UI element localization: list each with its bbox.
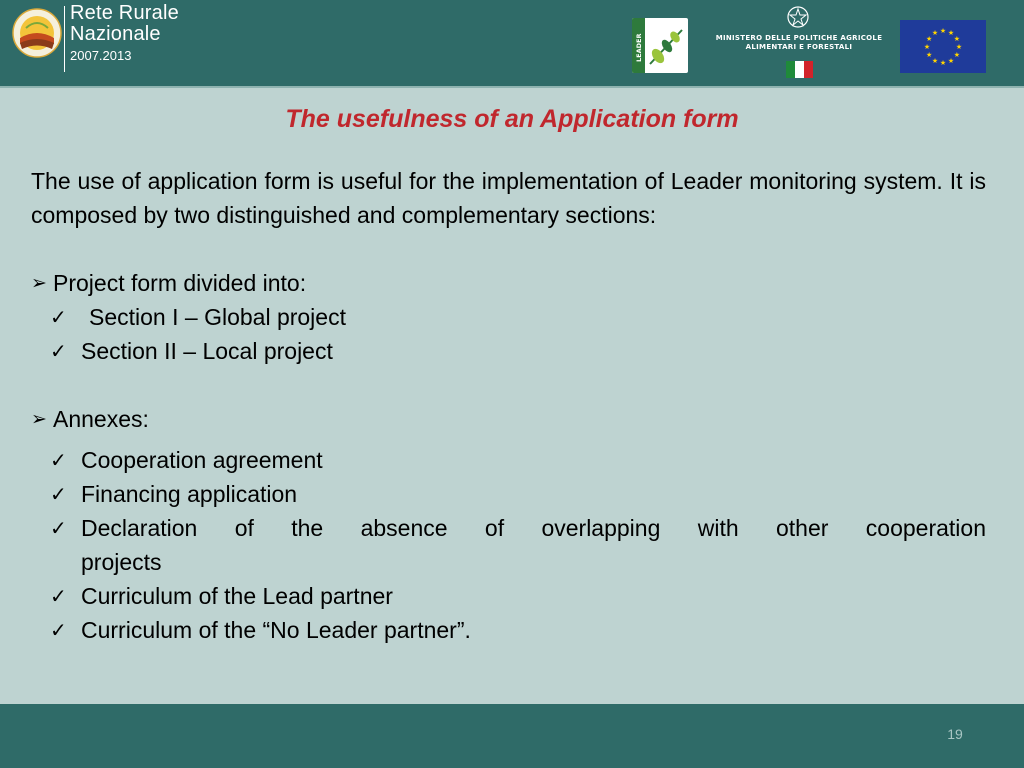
annex-item: Curriculum of the “No Leader partner”. — [81, 617, 471, 643]
eu-star-icon: ★ — [931, 57, 939, 65]
brand-block — [70, 3, 179, 65]
annex-item: Curriculum of the Lead partner — [81, 583, 393, 609]
ministry-label — [706, 34, 892, 52]
check-icon: ✓ — [50, 516, 67, 540]
list-item — [31, 579, 986, 613]
eu-star-icon: ★ — [947, 30, 955, 38]
check-icon: ✓ — [50, 305, 67, 329]
ministry-line-2: ALIMENTARI E FORESTALI — [745, 43, 853, 51]
eu-star-icon: ★ — [947, 57, 955, 65]
annex-item-continuation: projects — [81, 549, 162, 575]
arrow-bullet-icon: ➢ — [31, 408, 47, 430]
rete-rurale-logo — [12, 8, 62, 58]
eu-star-icon: ★ — [923, 44, 931, 51]
slide-title: The usefulness of an Application form — [285, 105, 739, 133]
eu-star-icon: ★ — [939, 28, 947, 35]
check-icon: ✓ — [50, 448, 67, 472]
annex-item: Declaration of the absence of overlapping with other cooperation — [81, 515, 986, 541]
list-item — [31, 266, 986, 300]
spacer — [31, 368, 986, 402]
eu-star-icon: ★ — [931, 30, 939, 38]
brand-years: 2007.2013 — [70, 48, 132, 63]
italian-republic-emblem — [786, 5, 810, 29]
eu-star-icon: ★ — [939, 60, 947, 67]
list-item — [31, 443, 986, 477]
eu-star-icon: ★ — [925, 52, 933, 59]
italian-flag — [786, 61, 813, 78]
leader-logo — [632, 18, 688, 73]
brand-line-1: Rete Rurale — [70, 2, 179, 24]
list-item — [31, 477, 986, 511]
spacer — [31, 232, 986, 266]
arrow-bullet-icon: ➢ — [31, 272, 47, 294]
check-icon: ✓ — [50, 339, 67, 363]
annexes-label: Annexes: — [53, 406, 149, 432]
eu-star-icon: ★ — [953, 36, 961, 43]
annex-item: Financing application — [81, 481, 298, 507]
brand-line-2: Nazionale — [70, 23, 161, 45]
list-item — [31, 511, 986, 545]
footer-band — [0, 704, 1024, 768]
section-2-item: Section II – Local project — [81, 338, 333, 364]
check-icon: ✓ — [50, 618, 67, 642]
eu-star-icon: ★ — [925, 36, 933, 43]
intro-paragraph: The use of application form is useful for the implementation of Leader monitoring system. It is composed by two distinguished and complementary sections: — [31, 168, 986, 228]
list-item — [31, 613, 986, 647]
leader-logo-graphic — [632, 18, 688, 73]
leader-logo-text: LEADER — [635, 33, 643, 62]
spacer — [31, 436, 986, 443]
eu-flag — [900, 20, 986, 73]
annex-item: Cooperation agreement — [81, 447, 323, 473]
ministry-line-1: MINISTERO DELLE POLITICHE AGRICOLE — [715, 34, 883, 42]
eu-star-icon: ★ — [953, 52, 961, 59]
list-item — [31, 402, 986, 436]
check-icon: ✓ — [50, 482, 67, 506]
list-item-continuation — [31, 545, 986, 579]
eu-star-icon: ★ — [955, 44, 963, 51]
slide-body — [31, 164, 986, 647]
list-item — [31, 334, 986, 368]
list-item — [31, 300, 986, 334]
project-form-label: Project form divided into: — [53, 270, 307, 296]
header-divider — [0, 86, 1024, 88]
page-number: 19 — [947, 726, 963, 742]
header-separator — [64, 6, 65, 72]
section-1-item: Section I – Global project — [89, 304, 346, 330]
check-icon: ✓ — [50, 584, 67, 608]
